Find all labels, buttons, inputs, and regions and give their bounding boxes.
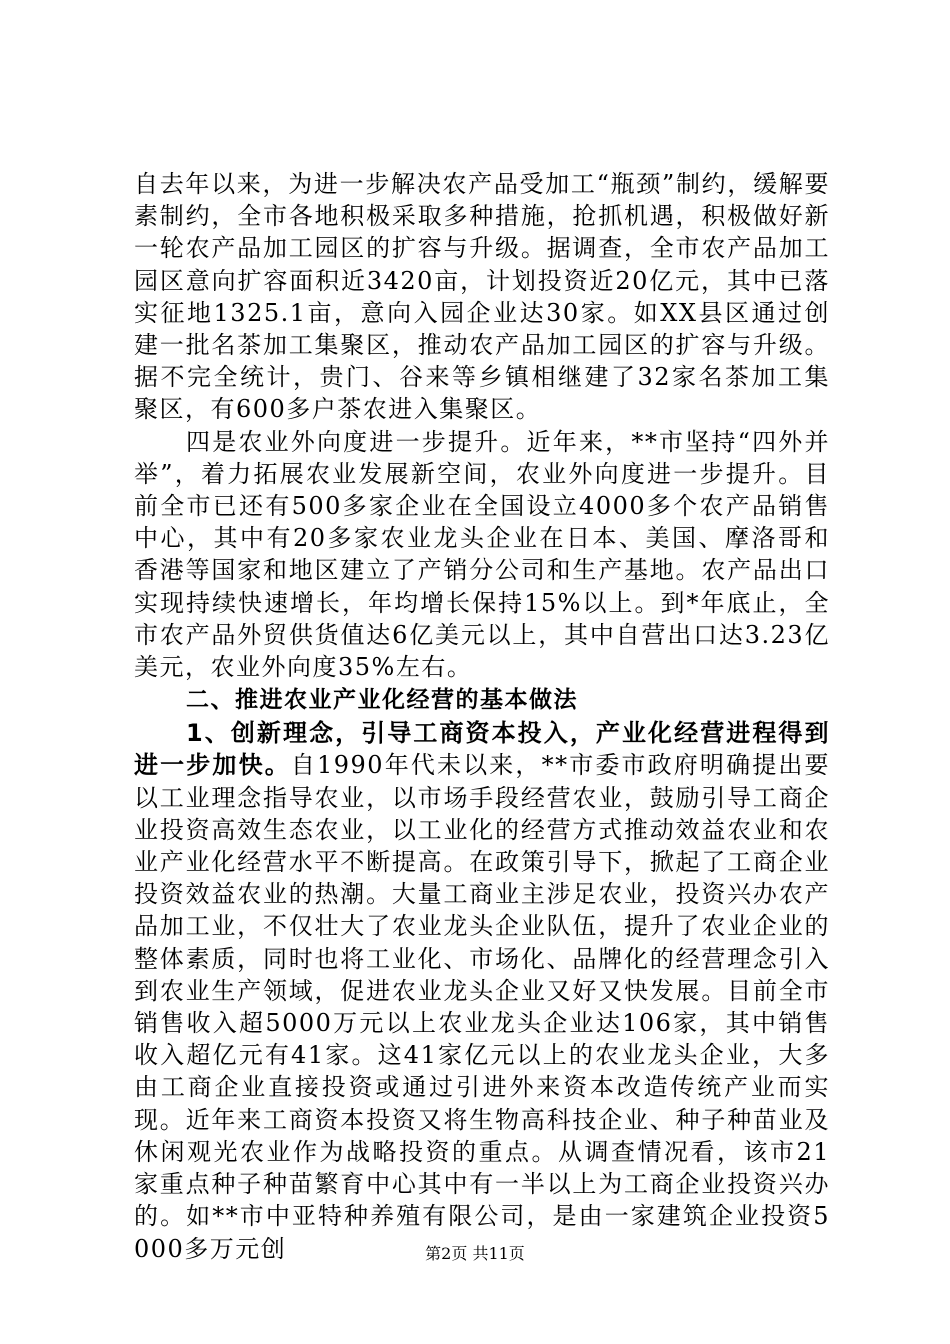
paragraph-lead-title: 1、创新理念，引导工商资本投入，产业化经营进程得到进一步加快。	[134, 719, 830, 780]
page-footer: 第2页 共11页	[425, 1244, 525, 1263]
paragraph-export-orientation: 四是农业外向度进一步提升。近年来，**市坚持“四外并举”，着力拓展农业发展新空间，农业外向度进一步提升。目前全市已还有500多家企业在全国设立4000多个农产品销售中心，其中有20多家农业龙头企业在日本、美国、摩洛哥和香港等国家和地区建立了产销分公司和生产基地。农产品出口实现持续快速增长，年均增长保持15%以上。到*年底止，全市农产品外贸供货值达6亿美元以上，其中自营出口达3.23亿美元，农业外向度35%左右。	[134, 427, 830, 682]
section-heading: 二、推进农业产业化经营的基本做法	[186, 687, 578, 714]
paragraph-body-text: 自1990年代未以来，**市委市政府明确提出要以工业理念指导农业，以市场手段经营农业，鼓励引导工商企业投资高效生态农业，以工业化的经营方式推动效益农业和农业产业化经营水平不断提高。在政策引导下，掀起了工商企业投资效益农业的热潮。大量工商业主涉足农业，投资兴办农产品加工业，不仅壮大了农业龙头企业队伍，提升了农业企业的整体素质，同时也将工业化、市场化、品牌化的经营理念引入到农业生产领域，促进农业龙头企业又好又快发展。目前全市销售收入超5000万元以上农业龙头企业达106家，其中销售收入超亿元有41家。这41家亿元以上的农业龙头企业，大多由工商企业直接投资或通过引进外来资本改造传统产业而实现。近年来工商资本投资又将生物高科技企业、种子种苗业及休闲观光农业作为战略投资的重点。从调查情况看，该市21家重点种子种苗繁育中心其中有一半以上为工商企业投资兴办的。如**市中亚特种养殖有限公司，是由一家建筑企业投资5000多万元创	[134, 751, 831, 1263]
paragraph-processing-parks: 自去年以来，为进一步解决农产品受加工“瓶颈”制约，缓解要素制约，全市各地积极采取多种措施，抢抓机遇，积极做好新一轮农产品加工园区的扩容与升级。据调查，全市农产品加工园区意向扩容面积近3420亩，计划投资近20亿元，其中已落实征地1325.1亩，意向入园企业达30家。如XX县区通过创建一批名茶加工集聚区，推动农产品加工园区的扩容与升级。据不完全统计，贵门、谷来等乡镇相继建了32家名茶加工集聚区，有600多户茶农进入集聚区。	[134, 170, 830, 424]
paragraph-industrial-capital	[134, 717, 830, 1264]
document-body	[134, 168, 830, 1265]
